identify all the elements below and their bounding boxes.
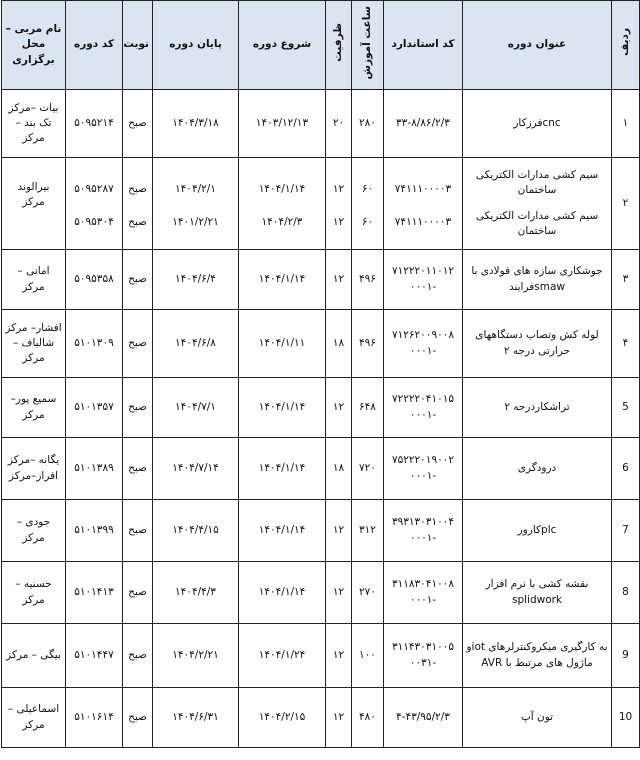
standard-code: ۳۹۳۱۳۰۳۱۰۰۴ -۰۰۰۱: [384, 500, 463, 562]
training-hours: ۷۲۰: [352, 438, 384, 500]
end-date: ۱۴۰۴/۶/۳۱: [153, 688, 239, 748]
capacity: ۱۲: [326, 378, 352, 438]
course-title: به کارگیری میکروکنترلرهای iotو ماژول های مرتبط با AVR: [463, 624, 612, 688]
start-date: ۱۴۰۳/۱۲/۱۳: [239, 90, 326, 158]
row-number: ۲: [612, 158, 640, 250]
course-code: ۵۰۹۵۲۱۴: [66, 90, 123, 158]
table-row: [2, 624, 640, 688]
training-hours: [352, 158, 384, 250]
standard-code: ۳۱۱۴۳۰۳۱۰۰۵ -۰۰۳۱: [384, 624, 463, 688]
course-schedule-table: [1, 0, 640, 748]
header-course-title: عنوان دوره: [463, 1, 612, 90]
end-date: ۱۴۰۴/۷/۱۴: [153, 438, 239, 500]
table-row: [2, 688, 640, 748]
training-hours: ۴۹۶: [352, 250, 384, 310]
instructor-venue: اسماعیلی – مرکز: [2, 688, 66, 748]
course-title-1: سیم کشی مدارات الکتریکی ساختمان: [475, 169, 599, 197]
row-number: ۴: [612, 310, 640, 378]
end-date: ۱۴۰۴/۳/۱۸: [153, 90, 239, 158]
standard-code: ۷۱۲۲۲۰۱۱۰۱۲ -۰۰۰۱: [384, 250, 463, 310]
training-hours-2: ۶۰: [361, 215, 374, 228]
capacity-2: ۱۲: [332, 215, 345, 228]
standard-code-2: ۷۴۱۱۱۰۰۰۰۳: [394, 215, 452, 228]
start-date: ۱۴۰۴/۱/۱۴: [239, 562, 326, 624]
start-date: ۱۴۰۴/۱/۱۴: [239, 500, 326, 562]
row-number: 5: [612, 378, 640, 438]
table-row: [2, 562, 640, 624]
row-number: 6: [612, 438, 640, 500]
training-hours: ۳۱۲: [352, 500, 384, 562]
course-code: ۵۱۰۱۴۱۳: [66, 562, 123, 624]
instructor-venue: جودی – مرکز: [2, 500, 66, 562]
instructor-venue: یگانه –مرکز افراز–مرکز: [2, 438, 66, 500]
shift: صبح: [123, 250, 153, 310]
training-hours: ۶۴۸: [352, 378, 384, 438]
course-title: نقشه کشی با نرم افزار splidwork: [463, 562, 612, 624]
start-date: ۱۴۰۴/۱/۱۱: [239, 310, 326, 378]
header-row-num: ردیف: [612, 1, 640, 90]
course-title-2: سیم کشی مدارات الکتریکی ساختمان: [475, 209, 599, 237]
standard-code-1: ۷۴۱۱۱۰۰۰۰۳: [394, 182, 452, 195]
capacity: ۱۸: [326, 438, 352, 500]
course-code: ۵۱۰۱۳۹۹: [66, 500, 123, 562]
start-date: ۱۴۰۴/۱/۲۴: [239, 624, 326, 688]
standard-code: ۷۲۲۲۲۰۴۱۰۱۵ -۰۰۰۱: [384, 378, 463, 438]
end-date: [153, 158, 239, 250]
table-row: [2, 90, 640, 158]
end-date: ۱۴۰۴/۶/۴: [153, 250, 239, 310]
capacity: ۱۸: [326, 310, 352, 378]
table-row: [2, 158, 640, 250]
header-end-date: پایان دوره: [153, 1, 239, 90]
training-hours: ۱۰۰: [352, 624, 384, 688]
course-code-2: ۵۰۹۵۳۰۴: [74, 215, 114, 228]
header-capacity: ظرفیت: [326, 1, 352, 90]
start-date: [239, 158, 326, 250]
instructor-venue: بیرالوند مرکز: [2, 158, 66, 250]
instructor-venue: حسنیه – مرکز: [2, 562, 66, 624]
table-row: [2, 438, 640, 500]
start-date-1: ۱۴۰۴/۱/۱۴: [258, 182, 306, 195]
standard-code: ۳۱۱۸۳۰۴۱۰۰۸ -۰۰۰۱: [384, 562, 463, 624]
course-title: تراشکاردرجه ۲: [463, 378, 612, 438]
capacity: ۱۲: [326, 688, 352, 748]
shift: صبح: [123, 310, 153, 378]
capacity: ۱۲: [326, 250, 352, 310]
training-hours: ۴۸۰: [352, 688, 384, 748]
end-date-1: ۱۴۰۴/۲/۱: [175, 182, 216, 195]
course-code-1: ۵۰۹۵۲۸۷: [74, 182, 114, 195]
end-date-2: ۱۴۰۱/۲/۲۱: [172, 215, 219, 228]
course-code: ۵۱۰۱۴۴۷: [66, 624, 123, 688]
start-date-2: ۱۴۰۴/۲/۳: [261, 215, 303, 228]
standard-code: ۷۵۲۲۲۰۱۹۰۰۲ -۰۰۰۱: [384, 438, 463, 500]
table-row: [2, 378, 640, 438]
row-number: ۱: [612, 90, 640, 158]
row-number: 9: [612, 624, 640, 688]
start-date: ۱۴۰۴/۲/۱۵: [239, 688, 326, 748]
start-date: ۱۴۰۴/۱/۱۴: [239, 438, 326, 500]
shift-1: صبح: [128, 182, 147, 195]
shift: صبح: [123, 438, 153, 500]
course-title: جوشکاری سازه های فولادی با smawفرایند: [463, 250, 612, 310]
shift: صبح: [123, 624, 153, 688]
course-title: لوله کش وتصاب دستگاههای حرارتی درجه ۲: [463, 310, 612, 378]
capacity: [326, 158, 352, 250]
header-shift: نوبت: [123, 1, 153, 90]
end-date: ۱۴۰۴/۴/۱۵: [153, 500, 239, 562]
row-number: 8: [612, 562, 640, 624]
start-date: ۱۴۰۴/۱/۱۴: [239, 378, 326, 438]
standard-code: ۷۱۲۶۲۰۰۹۰۰۸ -۰۰۰۱: [384, 310, 463, 378]
end-date: ۱۴۰۴/۲/۲۱: [153, 624, 239, 688]
capacity: ۲۰: [326, 90, 352, 158]
course-title: plcکارور: [463, 500, 612, 562]
training-hours-1: ۶۰: [361, 182, 374, 195]
header-training-hours: ساعت آموزش: [352, 1, 384, 90]
training-hours: ۲۷۰: [352, 562, 384, 624]
course-title: درودگری: [463, 438, 612, 500]
end-date: ۱۴۰۴/۴/۳: [153, 562, 239, 624]
course-code: ۵۱۰۱۳۸۹: [66, 438, 123, 500]
shift: صبح: [123, 90, 153, 158]
course-code: ۵۱۰۱۶۱۴: [66, 688, 123, 748]
header-standard-code: کد استاندارد: [384, 1, 463, 90]
course-title: [463, 158, 612, 250]
course-code: ۵۰۹۵۳۵۸: [66, 250, 123, 310]
course-code: ۵۱۰۱۳۵۷: [66, 378, 123, 438]
standard-code: ۴-۴۳/۹۵/۲/۳: [384, 688, 463, 748]
training-hours: ۴۹۶: [352, 310, 384, 378]
table-row: [2, 250, 640, 310]
course-title: تون آپ: [463, 688, 612, 748]
start-date: ۱۴۰۴/۱/۱۴: [239, 250, 326, 310]
end-date: ۱۴۰۴/۶/۸: [153, 310, 239, 378]
row-number: ۳: [612, 250, 640, 310]
instructor-venue: امانی – مرکز: [2, 250, 66, 310]
shift: صبح: [123, 688, 153, 748]
course-title: cncفرزکار: [463, 90, 612, 158]
shift-2: صبح: [128, 215, 147, 228]
shift: صبح: [123, 500, 153, 562]
row-number: 7: [612, 500, 640, 562]
end-date: ۱۴۰۴/۷/۱: [153, 378, 239, 438]
shift: صبح: [123, 562, 153, 624]
header-row: [2, 1, 640, 90]
standard-code: [384, 158, 463, 250]
header-course-code: کد دوره: [66, 1, 123, 90]
header-instructor-venue: نام مربی – محل برگزاری: [2, 1, 66, 90]
capacity-1: ۱۲: [332, 182, 345, 195]
shift: [123, 158, 153, 250]
shift: صبح: [123, 378, 153, 438]
instructor-venue: بیات –مرکز تک بند – مرکز: [2, 90, 66, 158]
instructor-venue: بیگی – مرکز: [2, 624, 66, 688]
course-code: ۵۱۰۱۳۰۹: [66, 310, 123, 378]
table-row: [2, 500, 640, 562]
table-row: [2, 310, 640, 378]
standard-code: ۳۳-۸/۸۶/۲/۳: [384, 90, 463, 158]
capacity: ۱۲: [326, 624, 352, 688]
training-hours: ۲۸۰: [352, 90, 384, 158]
capacity: ۱۲: [326, 500, 352, 562]
header-start-date: شروع دوره: [239, 1, 326, 90]
instructor-venue: افشار– مرکز شالباف – مرکز: [2, 310, 66, 378]
instructor-venue: سمیع پور– مرکز: [2, 378, 66, 438]
capacity: ۱۲: [326, 562, 352, 624]
course-code: [66, 158, 123, 250]
row-number: 10: [612, 688, 640, 748]
